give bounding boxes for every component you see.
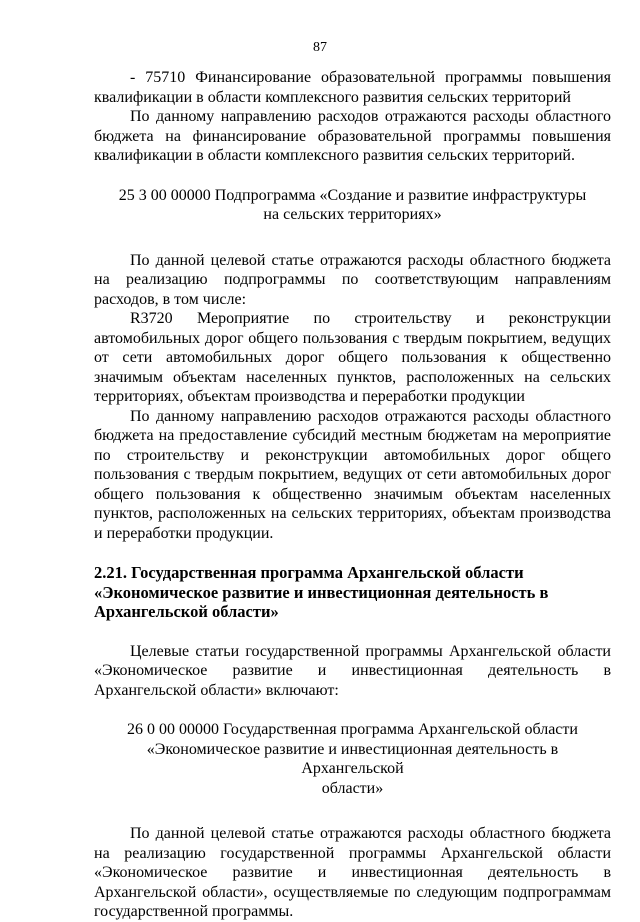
paragraph-program-intro: Целевые статьи государственной программы Архангельской области «Экономическое развитие и инвестиционная деятельность в Архангельской области» включают: — [94, 642, 611, 699]
section-heading-line-2: «Экономическое развитие и инвестиционная деятельность в — [94, 582, 549, 602]
r3720-word-4: и — [475, 310, 485, 327]
r3720-word-5: реконструкции — [508, 310, 611, 327]
program-title-line-1: 26 0 00 00000 Государственная программа Архангельской области — [127, 721, 578, 738]
r3720-code: R3720 — [130, 310, 173, 327]
paragraph-subprogram-intro: По данной целевой статье отражаются расходы областного бюджета на реализацию подпрограммы по соответствующим направлениям расходов, в том числе: — [94, 251, 611, 308]
paragraph-r3720-detail: По данному направлению расходов отражаются расходы областного бюджета на предоставление субсидий местным бюджетам на мероприятие по строительству и реконструкции автомобильных дорог общего пользования с твердым покрытием, ведущих от сети автомобильных дорог общего пользования к общественно значимым объектам населенных пунктов, расположенных на сельских территориях, объектам производства и переработки продукции. — [94, 407, 611, 542]
paragraph-75710-description: По данному направлению расходов отражаются расходы областного бюджета на финансирование образовательной программы повышения квалификации в области комплексного развития сельских территорий. — [94, 108, 611, 164]
r3720-word-2: по — [313, 310, 331, 327]
r3720-description: автомобильных дорог общего пользования с твердым покрытием, ведущих от сети автомобильных дорог общего пользования к общественно значимым объектам населенных пунктов, расположенных на сельских территориях, объектам производства и переработки продукции — [94, 329, 611, 405]
section-heading-line-3: Архангельской области» — [94, 602, 279, 621]
subprogram-title-line-2: на сельских территориях» — [263, 206, 442, 223]
paragraph-75710-item: - 75710 Финансирование образовательной программы повышения квалификации в области комплексного развития сельских территорий — [94, 69, 611, 106]
r3720-heading-row — [94, 309, 611, 329]
program-title-line-3: области» — [321, 779, 384, 797]
section-heading-line-1: 2.21. Государственная программа Архангельской области — [94, 563, 524, 582]
document-body — [94, 68, 611, 922]
subprogram-title-line-1: 25 3 00 00000 Подпрограмма «Создание и развитие инфраструктуры — [118, 186, 587, 204]
r3720-word-3: строительству — [354, 310, 452, 327]
page-number: 87 — [313, 40, 327, 55]
r3720-word-1: Мероприятие — [196, 310, 290, 327]
paragraph-program-description: По данной целевой статье отражаются расходы областного бюджета на реализацию государственной программы Архангельской области «Экономическое развитие и инвестиционная деятельность в Архангельской области», осуществляемые по следующим подпрограммам государственной программы. — [94, 825, 611, 920]
program-title-line-2: «Экономическое развитие и инвестиционная деятельность в Архангельской — [146, 740, 559, 777]
